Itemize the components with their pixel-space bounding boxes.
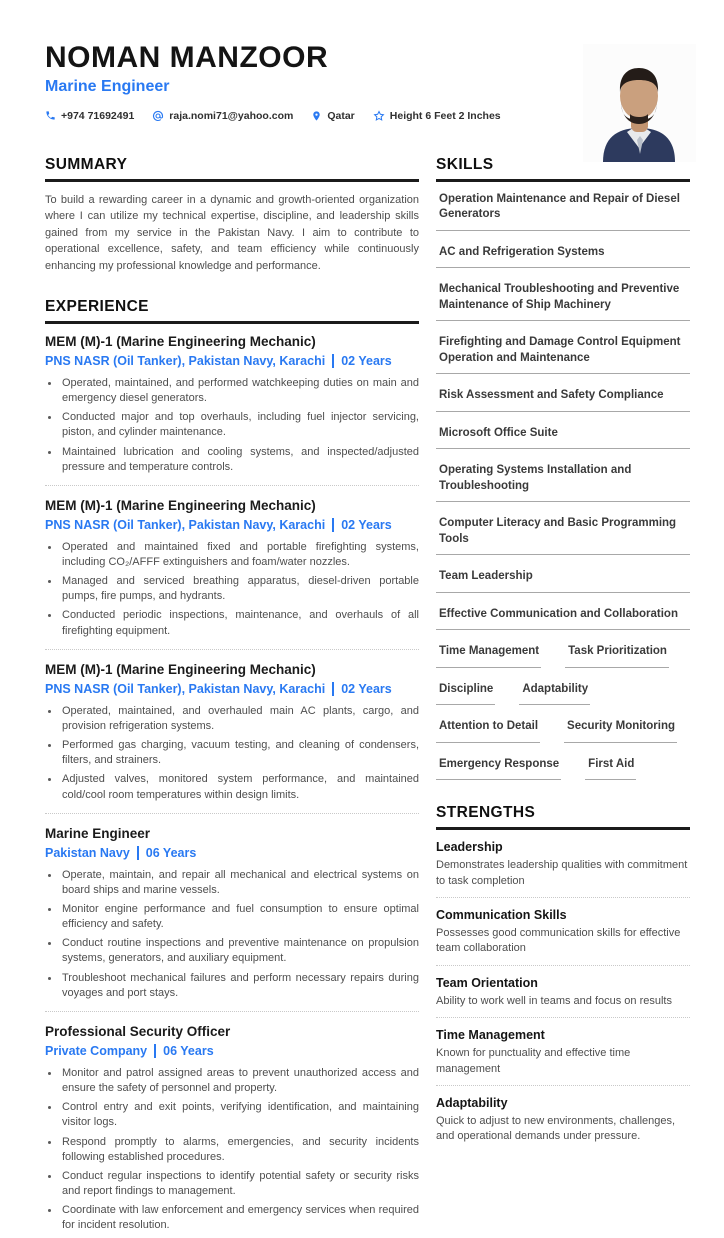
skill-item: Firefighting and Damage Control Equipment Operation and Maintenance: [436, 335, 690, 374]
strength-desc: Demonstrates leadership qualities with commitment to task completion: [436, 859, 688, 887]
job-bullet: • Troubleshoot mechanical failures and perform necessary repairs during voyages and port stays.: [60, 971, 419, 1001]
skill-item: Attention to Detail: [436, 719, 540, 743]
skill-item: Risk Assessment and Safety Compliance: [436, 388, 690, 412]
left-column: [45, 156, 419, 1238]
summary-heading: SUMMARY: [45, 156, 419, 182]
job-bullet: • Monitor and patrol assigned areas to prevent unauthorized access and ensure the safety of personnel and property.: [60, 1066, 419, 1096]
skill-item: Time Management: [436, 644, 541, 668]
skill-item: Security Monitoring: [564, 719, 677, 743]
contact-phone: +974 71692491: [45, 110, 134, 122]
strength-title: Leadership: [436, 840, 503, 855]
strength-desc: Quick to adjust to new environments, challenges, and operational demands under pressure.: [436, 1115, 676, 1143]
strength-title: Communication Skills: [436, 908, 567, 923]
phone-icon: [45, 110, 56, 121]
skill-item: Operating Systems Installation and Troubleshooting: [436, 463, 690, 502]
experience-entry: [45, 498, 419, 639]
skill-row: [436, 757, 690, 795]
job-years: 02 Years: [332, 682, 392, 696]
strength-item: [436, 840, 690, 889]
job-bullet: • Managed and serviced breathing apparatus, diesel-driven portable pumps, fire pumps, and hydrants.: [60, 574, 419, 604]
strength-desc: Ability to work well in teams and focus on results: [436, 994, 672, 1007]
job-bullet: • Coordinate with law enforcement and emergency services when required for incident resolution.: [60, 1203, 419, 1233]
job-bullet: • Operated, maintained, and performed watchkeeping duties on main and emergency diesel generators.: [60, 376, 419, 406]
job-title: Marine Engineer: [45, 825, 151, 841]
job-bullets: [45, 376, 419, 475]
skill-item: AC and Refrigeration Systems: [436, 245, 690, 269]
job-title: MEM (M)-1 (Marine Engineering Mechanic): [45, 661, 316, 677]
job-company-line: [45, 846, 419, 860]
strength-desc: Known for punctuality and effective time management: [436, 1047, 631, 1075]
job-years: 02 Years: [332, 354, 392, 368]
job-company-line: [45, 354, 419, 368]
job-company: PNS NASR (Oil Tanker), Pakistan Navy, Karachi: [45, 681, 326, 696]
skill-item: Team Leadership: [436, 569, 690, 593]
strength-desc: Possesses good communication skills for effective team collaboration: [436, 927, 681, 955]
skill-row: [436, 644, 690, 682]
job-bullet: • Conduct regular inspections to identify potential safety or security risks and report findings to management.: [60, 1169, 419, 1199]
candidate-name: NOMAN MANZOOR: [45, 41, 329, 74]
job-years: 06 Years: [154, 1044, 214, 1058]
contact-height: Height 6 Feet 2 Inches: [373, 110, 501, 122]
skill-item: Effective Communication and Collaboration: [436, 607, 690, 631]
skill-item: Adaptability: [519, 682, 590, 706]
job-title: Professional Security Officer: [45, 1023, 231, 1039]
strength-item: [436, 976, 690, 1009]
divider: [436, 965, 690, 966]
email-icon: [152, 110, 164, 122]
job-bullet: • Maintained lubrication and cooling systems, and inspected/adjusted pressure and temperature controls.: [60, 445, 419, 475]
job-bullet: • Operate, maintain, and repair all mechanical and electrical systems on board ships and marine vessels.: [60, 868, 419, 898]
contact-location: Qatar: [311, 110, 354, 122]
experience-entry: [45, 334, 419, 475]
candidate-title: Marine Engineer: [45, 77, 170, 95]
strengths-heading: STRENGTHS: [436, 804, 690, 830]
experience-entry: [45, 826, 419, 1001]
contact-email: raja.nomi71@yahoo.com: [152, 110, 293, 122]
strength-title: Adaptability: [436, 1096, 508, 1111]
job-company-line: [45, 682, 419, 696]
job-company: PNS NASR (Oil Tanker), Pakistan Navy, Karachi: [45, 517, 326, 532]
skill-row: [436, 719, 690, 757]
divider: [45, 485, 419, 486]
divider: [436, 897, 690, 898]
divider: [45, 1011, 419, 1012]
job-title: MEM (M)-1 (Marine Engineering Mechanic): [45, 334, 316, 349]
job-bullet: • Operated, maintained, and overhauled main AC plants, cargo, and provision refrigeration systems.: [60, 704, 419, 734]
strength-item: [436, 1096, 690, 1145]
summary-text: To build a rewarding career in a dynamic and growth-oriented organization where I can utilize my technical expertise, discipline, and leadership skills gained from my service in the Pakistan Navy. I aim to contribute to operational excellence, safety, and team efficiency while continuously enhancing my professional knowledge and performance.: [45, 193, 419, 272]
job-company: PNS NASR (Oil Tanker), Pakistan Navy, Karachi: [45, 353, 326, 368]
skill-item: First Aid: [585, 757, 636, 781]
skill-item: Mechanical Troubleshooting and Preventive Maintenance of Ship Machinery: [436, 282, 690, 321]
strengths-section: [436, 804, 690, 1145]
skill-item: Discipline: [436, 682, 495, 706]
job-bullet: • Operated and maintained fixed and portable firefighting systems, including CO₂/AFFF extinguishers and foam/water nozzles.: [60, 540, 419, 570]
job-bullet: • Conducted periodic inspections, maintenance, and overhauls of all firefighting equipment.: [60, 608, 419, 638]
skill-item: Emergency Response: [436, 757, 561, 781]
job-bullet: • Control entry and exit points, verifying identification, and maintaining visitor logs.: [60, 1100, 419, 1130]
job-bullet: • Conduct routine inspections and preventive maintenance on propulsion systems, generators, and auxiliary equipment.: [60, 936, 419, 966]
job-years: 06 Years: [137, 846, 197, 860]
job-bullet: • Adjusted valves, monitored system performance, and maintained cold/cool room temperatures within design limits.: [60, 772, 419, 802]
skill-item: Task Prioritization: [565, 644, 669, 668]
divider: [45, 649, 419, 650]
job-company-line: [45, 518, 419, 532]
skill-item: Computer Literacy and Basic Programming Tools: [436, 516, 690, 555]
job-bullets: [45, 1066, 419, 1234]
job-bullet: • Respond promptly to alarms, emergencies, and security incidents following established procedures.: [60, 1135, 419, 1165]
experience-heading: EXPERIENCE: [45, 298, 419, 324]
strength-title: Team Orientation: [436, 975, 538, 990]
strength-item: [436, 1028, 690, 1077]
right-column: [436, 156, 690, 1145]
divider: [436, 1017, 690, 1018]
strength-item: [436, 908, 690, 957]
job-company-line: [45, 1044, 419, 1058]
job-years: 02 Years: [332, 518, 392, 532]
location-pin-icon: [311, 110, 322, 122]
job-bullet: • Monitor engine performance and fuel consumption to ensure optimal efficiency and safety.: [60, 902, 419, 932]
job-company: Private Company: [45, 1043, 148, 1058]
star-icon: [373, 110, 385, 122]
job-bullets: [45, 868, 419, 1001]
job-bullet: • Conducted major and top overhauls, including fuel injector servicing, piston, and cylinder maintenance.: [60, 410, 419, 440]
job-company: Pakistan Navy: [45, 845, 130, 860]
job-bullets: [45, 540, 419, 639]
profile-photo: [583, 44, 696, 162]
job-bullet: • Performed gas charging, vacuum testing, and cleaning of condensers, filters, and strainers.: [60, 738, 419, 768]
skill-row: [436, 682, 690, 720]
job-bullets: [45, 704, 419, 803]
divider: [45, 813, 419, 814]
experience-entry: [45, 1024, 419, 1234]
skills-heading: SKILLS: [436, 156, 690, 182]
skill-item: Operation Maintenance and Repair of Diesel Generators: [436, 192, 690, 231]
skill-item: Microsoft Office Suite: [436, 426, 690, 450]
job-title: MEM (M)-1 (Marine Engineering Mechanic): [45, 497, 316, 513]
divider: [436, 1085, 690, 1086]
strength-title: Time Management: [436, 1028, 545, 1043]
experience-entry: [45, 662, 419, 803]
